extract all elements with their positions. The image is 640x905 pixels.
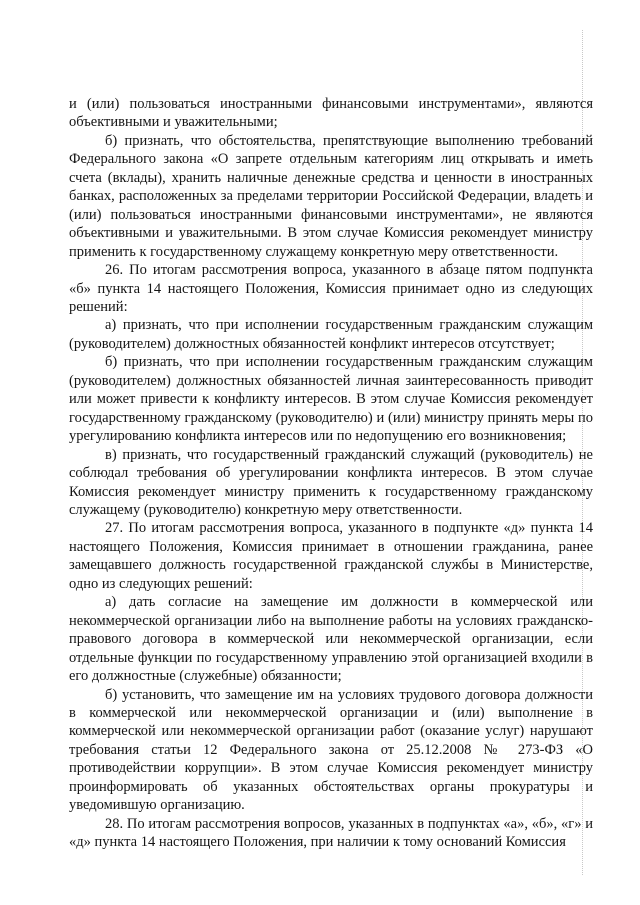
paragraph-28: 28. По итогам рассмотрения вопросов, указанных в подпунктах «а», «б», «г» и «д» пункта 14 настоящего Положения, при наличии к тому оснований Комиссия [69,815,593,851]
paragraph-26b: б) признать, что при исполнении государственным гражданским служащим (руководителем) должностных обязанностей личная заинтересованность приводит или может привести к конфликту интересов. В этом случае Комиссия рекомендует государственному гражданскому (руководителю) и (или) министру принять меры по урегулированию конфликта интересов или по недопущению его возникновения; [69,354,593,445]
document-body [69,95,593,852]
paragraph-27b: б) установить, что замещение им на условиях трудового договора должности в коммерческой или некоммерческой организации и (или) выполнение в коммерческой или некоммерческой организации работ (оказание услуг) нарушают требования статьи 12 Федерального закона от 25.12.2008 № 273-ФЗ «О противодействии коррупции». В этом случае Комиссия рекомендует министру проинформировать об указанных обстоятельствах органы прокуратуры и уведомившую организацию. [69,686,593,814]
paragraph-27: 27. По итогам рассмотрения вопроса, указанного в подпункте «д» пункта 14 настоящего Положения, Комиссия принимает в отношении гражданина, ранее замещавшего должность государственной гражданской службы в Министерстве, одно из следующих решений: [69,520,593,592]
paragraph-continuation: и (или) пользоваться иностранными финансовыми инструментами», являются объективными и уважительными; [69,96,593,131]
paragraph-25b: б) признать, что обстоятельства, препятствующие выполнению требований Федерального закона «О запрете отдельным категориям лиц открывать и иметь счета (вклады), хранить наличные денежные средства и ценности в иностранных банках, расположенных за пределами территории Российской Федерации, владеть и (или) пользоваться иностранными финансовыми инструментами», не являются объективными и уважительными. В этом случае Комиссия рекомендует министру применить к государственному служащему конкретную меру ответственности. [69,132,593,260]
paragraph-26v: в) признать, что государственный гражданский служащий (руководитель) не соблюдал требования об урегулировании конфликта интересов. В этом случае Комиссия рекомендует министру применить к государственному гражданскому служащему (руководителю) конкретную меру ответственности. [69,446,593,518]
paragraph-26a: а) признать, что при исполнении государственным гражданским служащим (руководителем) должностных обязанностей конфликт интересов отсутствует; [69,317,593,352]
paragraph-27a: а) дать согласие на замещение им должности в коммерческой или некоммерческой организации либо на выполнение работы на условиях гражданско-правового договора в коммерческой или некоммерческой организации, если отдельные функции по государственному управлению этой организацией входили в его должностные (служебные) обязанности; [69,594,593,685]
paragraph-26: 26. По итогам рассмотрения вопроса, указанного в абзаце пятом подпункта «б» пункта 14 настоящего Положения, Комиссия принимает одно из следующих решений: [69,262,593,315]
